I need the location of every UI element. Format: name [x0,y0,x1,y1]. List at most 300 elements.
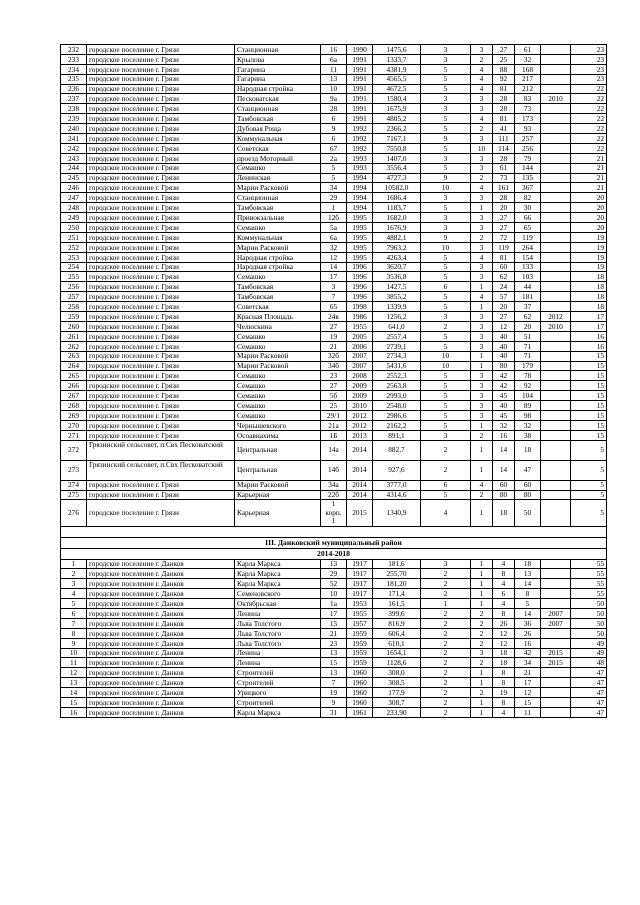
cell-entrances: 4 [471,84,493,94]
cell-flats: 80 [493,490,515,500]
cell-area: 1580,4 [373,94,421,104]
cell-number: 264 [61,361,87,371]
cell-settlement: городское поселение г. Грязи [87,84,235,94]
cell-floors: 5 [421,252,471,262]
cell-year: 1994 [347,183,373,193]
cell-street: Льва Толстого [235,618,321,628]
cell-area: 1128,6 [373,658,421,668]
cell-area: 891,1 [373,430,421,440]
cell-entrances: 1 [471,599,493,609]
cell-floors: 3 [421,94,471,104]
cell-number: 256 [61,282,87,292]
cell-number: 8 [61,628,87,638]
cell-entrances: 2 [471,490,493,500]
cell-flats: 14 [493,440,515,460]
cell-year: 2007 [347,361,373,371]
cell-number: 239 [61,114,87,124]
table-row [61,599,607,609]
cell-house: 17 [321,609,347,619]
cell-repair-year [541,232,571,242]
cell-wear: 5 [571,480,607,490]
cell-entrances: 2 [471,54,493,64]
cell-settlement: городское поселение г. Грязи [87,302,235,312]
cell-residents: 133 [515,262,541,272]
cell-floors: 5 [421,410,471,420]
cell-floors: 5 [421,124,471,134]
cell-number: 269 [61,410,87,420]
cell-area: 2557,4 [373,331,421,341]
cell-settlement: городское поселение г. Данков [87,589,235,599]
cell-repair-year [541,45,571,55]
cell-settlement: городское поселение г. Грязи [87,292,235,302]
cell-year: 1995 [347,213,373,223]
cell-wear: 49 [571,638,607,648]
cell-year: 1959 [347,658,373,668]
cell-flats: 14 [493,460,515,480]
cell-repair-year [541,282,571,292]
cell-number: 242 [61,143,87,153]
table-row [61,440,607,460]
cell-repair-year [541,74,571,84]
cell-residents: 83 [515,94,541,104]
cell-flats: 40 [493,401,515,411]
cell-street: Ленина [235,648,321,658]
cell-settlement: городское поселение г. Грязи [87,213,235,223]
cell-flats: 27 [493,223,515,233]
cell-area: 399,6 [373,609,421,619]
cell-year: 2006 [347,341,373,351]
table-row [61,589,607,599]
cell-year: 1996 [347,262,373,272]
cell-settlement: городское поселение г. Грязи [87,321,235,331]
cell-area: 4882,1 [373,232,421,242]
cell-number: 232 [61,45,87,55]
cell-settlement: городское поселение г. Данков [87,609,235,619]
cell-wear: 19 [571,232,607,242]
cell-year: 1955 [347,609,373,619]
cell-house: 24в [321,312,347,322]
cell-wear: 20 [571,223,607,233]
cell-area: 2993,0 [373,391,421,401]
table-row [61,272,607,282]
cell-repair-year [541,84,571,94]
cell-floors: 9 [421,173,471,183]
cell-entrances: 3 [471,45,493,55]
cell-street: Красная Площадь [235,312,321,322]
cell-street: Центральная [235,460,321,480]
cell-year: 1955 [347,321,373,331]
cell-year: 2014 [347,490,373,500]
cell-street: Семашко [235,381,321,391]
table-row [61,302,607,312]
cell-number: 1 [61,559,87,569]
cell-flats: 81 [493,252,515,262]
cell-repair-year [541,371,571,381]
cell-settlement: городское поселение г. Грязи [87,252,235,262]
cell-number: 249 [61,213,87,223]
cell-house: 7 [321,678,347,688]
cell-floors: 9 [421,134,471,144]
cell-settlement: городское поселение г. Грязи [87,104,235,114]
cell-settlement: городское поселение г. Грязи [87,163,235,173]
cell-number: 263 [61,351,87,361]
cell-number: 12 [61,668,87,678]
cell-year: 1991 [347,84,373,94]
section-title-row [61,537,607,548]
cell-area: 1654,1 [373,648,421,658]
cell-entrances: 1 [471,589,493,599]
cell-street: Семашко [235,341,321,351]
cell-flats: 19 [493,688,515,698]
cell-flats: 41 [493,124,515,134]
cell-street: Строителей [235,678,321,688]
cell-area: 4727,3 [373,173,421,183]
cell-house: 12 [321,252,347,262]
cell-flats: 4 [493,579,515,589]
cell-wear: 22 [571,104,607,114]
cell-house: 15 [321,658,347,668]
cell-street: Строителей [235,668,321,678]
table-row [61,213,607,223]
cell-house: 1а [321,599,347,609]
cell-number: 13 [61,678,87,688]
cell-street: Карьерная [235,490,321,500]
cell-wear: 16 [571,331,607,341]
cell-street: Марии Расковой [235,361,321,371]
table-row [61,648,607,658]
cell-wear: 5 [571,460,607,480]
cell-residents: 36 [515,618,541,628]
cell-number: 234 [61,64,87,74]
cell-residents: 20 [515,321,541,331]
cell-house: 32б [321,351,347,361]
cell-repair-year [541,579,571,589]
table-row [61,54,607,64]
cell-settlement: городское поселение г. Грязи [87,203,235,213]
cell-repair-year [541,272,571,282]
cell-entrances: 2 [471,173,493,183]
cell-house: 25 [321,401,347,411]
cell-area: 1333,7 [373,54,421,64]
cell-street: Семашко [235,272,321,282]
cell-wear: 15 [571,430,607,440]
cell-year: 1960 [347,688,373,698]
cell-house: 28 [321,104,347,114]
cell-wear: 50 [571,618,607,628]
cell-residents: 11 [515,707,541,717]
cell-number: 254 [61,262,87,272]
cell-number: 253 [61,252,87,262]
cell-house: 27 [321,321,347,331]
cell-flats: 72 [493,232,515,242]
table-row [61,707,607,717]
cell-repair-year [541,153,571,163]
cell-floors: 2 [421,628,471,638]
cell-flats: 45 [493,391,515,401]
cell-residents: 78 [515,371,541,381]
cell-repair-year [541,134,571,144]
cell-house: 13 [321,74,347,84]
table-row [61,569,607,579]
cell-house: 14а [321,440,347,460]
cell-house: 13 [321,668,347,678]
cell-entrances: 1 [471,282,493,292]
cell-area: 7550,8 [373,143,421,153]
cell-flats: 40 [493,351,515,361]
cell-repair-year [541,331,571,341]
cell-entrances: 1 [471,440,493,460]
cell-wear: 49 [571,648,607,658]
cell-wear: 18 [571,272,607,282]
cell-street: Марии Расковой [235,480,321,490]
cell-settlement: городское поселение г. Грязи [87,64,235,74]
cell-number: 258 [61,302,87,312]
cell-settlement: городское поселение г. Грязи [87,391,235,401]
table-row [61,104,607,114]
cell-residents: 66 [515,213,541,223]
cell-wear: 21 [571,183,607,193]
cell-floors: 5 [421,203,471,213]
cell-year: 1992 [347,134,373,144]
cell-street: Тамбовская [235,292,321,302]
cell-area: 4672,5 [373,84,421,94]
cell-flats: 61 [493,163,515,173]
cell-entrances: 1 [471,361,493,371]
cell-flats: 32 [493,420,515,430]
cell-street: Тамбовская [235,114,321,124]
table-row [61,460,607,480]
cell-residents: 65 [515,223,541,233]
cell-year: 1996 [347,272,373,282]
cell-year: 1990 [347,45,373,55]
cell-residents: 181 [515,292,541,302]
cell-floors: 2 [421,707,471,717]
cell-flats: 40 [493,331,515,341]
cell-settlement: городское поселение г. Грязи [87,45,235,55]
cell-floors: 3 [421,430,471,440]
cell-settlement: городское поселение г. Грязи [87,430,235,440]
cell-repair-year: 2012 [541,312,571,322]
cell-year: 1996 [347,282,373,292]
cell-area: 1256,2 [373,312,421,322]
cell-entrances: 4 [471,64,493,74]
cell-street: Карла Маркса [235,559,321,569]
cell-repair-year [541,114,571,124]
cell-house: 52 [321,579,347,589]
cell-flats: 161 [493,183,515,193]
cell-flats: 114 [493,143,515,153]
cell-entrances: 1 [471,698,493,708]
cell-year: 2013 [347,430,373,440]
cell-floors: 3 [421,312,471,322]
cell-entrances: 2 [471,609,493,619]
cell-settlement: городское поселение г. Грязи [87,143,235,153]
cell-number: 270 [61,420,87,430]
cell-street: Ленина [235,658,321,668]
cell-settlement: городское поселение г. Данков [87,698,235,708]
cell-entrances: 2 [471,688,493,698]
cell-entrances: 3 [471,381,493,391]
cell-entrances: 3 [471,153,493,163]
cell-number: 271 [61,430,87,440]
cell-wear: 20 [571,193,607,203]
cell-number: 237 [61,94,87,104]
cell-area: 7963,2 [373,242,421,252]
cell-street: Советская [235,143,321,153]
cell-settlement: городское поселение г. Данков [87,638,235,648]
cell-residents: 18 [515,440,541,460]
cell-house: 5а [321,223,347,233]
cell-year: 1957 [347,618,373,628]
cell-repair-year [541,252,571,262]
cell-repair-year [541,54,571,64]
cell-wear: 15 [571,371,607,381]
cell-residents: 104 [515,391,541,401]
cell-number: 276 [61,500,87,526]
cell-floors: 5 [421,163,471,173]
cell-number: 9 [61,638,87,648]
cell-repair-year [541,490,571,500]
cell-area: 3777,0 [373,480,421,490]
cell-flats: 92 [493,74,515,84]
cell-floors: 3 [421,45,471,55]
cell-floors: 2 [421,618,471,628]
cell-residents: 12 [515,688,541,698]
cell-year: 2009 [347,381,373,391]
cell-entrances: 1 [471,500,493,526]
table-row [61,163,607,173]
cell-street: Льва Толстого [235,638,321,648]
cell-repair-year [541,381,571,391]
table-row [61,232,607,242]
cell-area: 1339,9 [373,302,421,312]
period-title-row [61,548,607,559]
cell-entrances: 2 [471,124,493,134]
cell-number: 244 [61,163,87,173]
cell-residents: 17 [515,678,541,688]
cell-settlement: городское поселение г. Грязи [87,410,235,420]
cell-repair-year [541,678,571,688]
cell-area: 1475,6 [373,45,421,55]
cell-entrances: 4 [471,252,493,262]
cell-settlement: городское поселение г. Грязи [87,193,235,203]
cell-wear: 55 [571,569,607,579]
cell-wear: 23 [571,64,607,74]
table-row [61,500,607,526]
cell-area: 308,7 [373,698,421,708]
cell-residents: 92 [515,381,541,391]
cell-flats: 81 [493,114,515,124]
cell-floors: 4 [421,500,471,526]
cell-residents: 42 [515,648,541,658]
cell-repair-year [541,163,571,173]
cell-wear: 15 [571,401,607,411]
cell-settlement: городское поселение г. Грязи [87,242,235,252]
cell-street: Ленина [235,609,321,619]
cell-area: 2548,0 [373,401,421,411]
cell-settlement: городское поселение г. Грязи [87,173,235,183]
table-row [61,490,607,500]
cell-number: 246 [61,183,87,193]
cell-wear: 23 [571,45,607,55]
cell-number: 262 [61,341,87,351]
cell-floors: 2 [421,688,471,698]
cell-area: 177,9 [373,688,421,698]
cell-flats: 4 [493,559,515,569]
cell-entrances: 1 [471,579,493,589]
cell-repair-year: 2015 [541,648,571,658]
cell-flats: 81 [493,84,515,94]
cell-house: 13 [321,648,347,658]
cell-entrances: 4 [471,74,493,84]
cell-area: 4263,4 [373,252,421,262]
cell-settlement: городское поселение г. Данков [87,599,235,609]
cell-flats: 28 [493,94,515,104]
cell-repair-year [541,668,571,678]
cell-area: 3556,4 [373,163,421,173]
cell-wear: 50 [571,599,607,609]
cell-wear: 19 [571,252,607,262]
cell-street: Станционная [235,193,321,203]
cell-settlement: городское поселение г. Грязи [87,490,235,500]
cell-settlement: городское поселение г. Грязи [87,371,235,381]
cell-year: 1996 [347,292,373,302]
cell-year: 1994 [347,193,373,203]
cell-year: 2015 [347,500,373,526]
cell-repair-year [541,460,571,480]
cell-floors: 10 [421,183,471,193]
cell-residents: 13 [515,569,541,579]
cell-wear: 55 [571,589,607,599]
cell-floors: 2 [421,638,471,648]
table-row [61,331,607,341]
cell-residents: 154 [515,252,541,262]
housing-registry-table [60,44,607,718]
cell-flats: 16 [493,430,515,440]
cell-year: 1960 [347,678,373,688]
cell-wear: 22 [571,114,607,124]
table-row [61,609,607,619]
cell-entrances: 3 [471,94,493,104]
cell-year: 1953 [347,599,373,609]
cell-residents: 38 [515,430,541,440]
cell-repair-year [541,262,571,272]
cell-residents: 21 [515,668,541,678]
cell-flats: 42 [493,371,515,381]
cell-number: 241 [61,134,87,144]
cell-repair-year [541,480,571,490]
cell-repair-year [541,410,571,420]
cell-residents: 173 [515,114,541,124]
cell-repair-year: 2010 [541,94,571,104]
cell-residents: 47 [515,460,541,480]
cell-residents: 103 [515,272,541,282]
cell-number: 3 [61,579,87,589]
dankov-rows [61,559,607,717]
cell-repair-year [541,628,571,638]
spacer-row [61,526,607,537]
cell-entrances: 10 [471,143,493,153]
cell-repair-year: 2007 [541,609,571,619]
cell-number: 236 [61,84,87,94]
cell-number: 250 [61,223,87,233]
cell-street: Гагарина [235,64,321,74]
cell-floors: 2 [421,460,471,480]
cell-year: 1992 [347,143,373,153]
cell-house: 6 [321,134,347,144]
cell-settlement: городское поселение г. Данков [87,569,235,579]
cell-area: 255,70 [373,569,421,579]
